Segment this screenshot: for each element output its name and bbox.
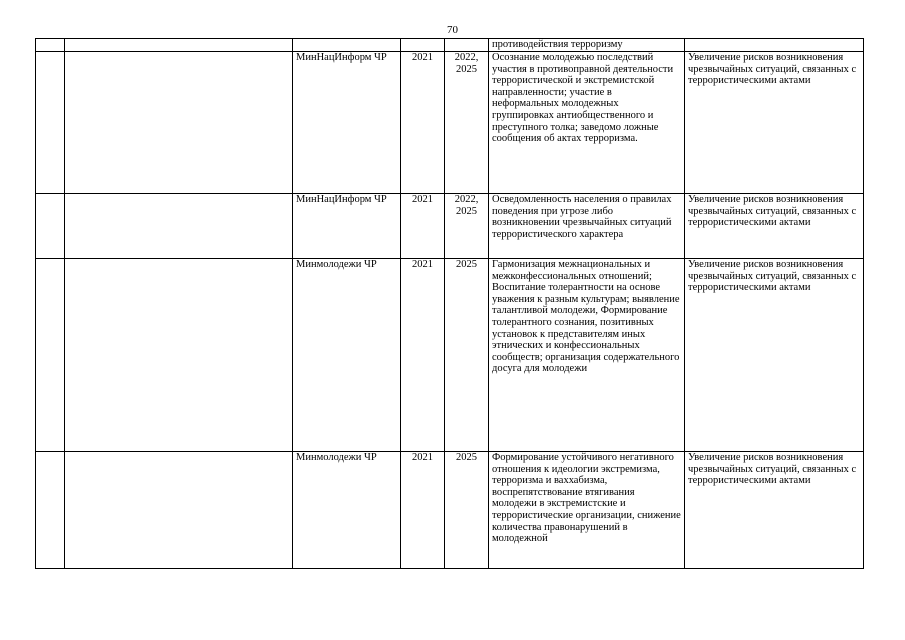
table-row-continuation [36,39,864,52]
number-cell [36,259,65,452]
executor-cell: МинНацИнформ ЧР [293,52,401,194]
end-year-cell: 2022, 2025 [445,52,489,194]
number-cell [36,194,65,259]
risk-cell: Увеличение рисков возникновения чрезвычайных ситуаций, связанных с террористическими актами [685,259,864,452]
result-cell: Осознание молодежью последствий участия в противоправной деятельности террористической и экстремистской направленности; участие в неформальных молодежных группировках антиобщественного и преступного толка; заведомо ложные сообщения об актах терроризма. [489,52,685,194]
start-year-cell [401,39,445,52]
event-name-cell [65,259,293,452]
number-cell [36,452,65,569]
result-cell: Формирование устойчивого негативного отношения к идеологии экстремизма, терроризма и ваххабизма, воспрепятствование втягивания молодежи в экстремистские и террористические организации, снижение количества правонарушений в молодежной [489,452,685,569]
event-name-cell [65,52,293,194]
start-year-cell: 2021 [401,452,445,569]
executor-cell: Минмолодежи ЧР [293,452,401,569]
start-year-cell: 2021 [401,194,445,259]
measures-table [35,38,864,569]
end-year-cell: 2025 [445,452,489,569]
end-year-cell [445,39,489,52]
table-row [36,194,864,259]
end-year-cell: 2025 [445,259,489,452]
executor-cell [293,39,401,52]
number-cell [36,52,65,194]
table-row [36,259,864,452]
start-year-cell: 2021 [401,259,445,452]
risk-cell: Увеличение рисков возникновения чрезвычайных ситуаций, связанных с террористическими актами [685,52,864,194]
executor-cell: Минмолодежи ЧР [293,259,401,452]
table-row [36,452,864,569]
risk-cell: Увеличение рисков возникновения чрезвычайных ситуаций, связанных с террористическими актами [685,452,864,569]
start-year-cell: 2021 [401,52,445,194]
event-name-cell [65,39,293,52]
end-year-cell: 2022, 2025 [445,194,489,259]
result-cell: Гармонизация межнациональных и межконфессиональных отношений; Воспитание толерантности на основе уважения к разным культурам; выявление талантливой молодежи, Формирование толерантного сознания, позитивных установок к представителям иных этнических и конфессиональных сообществ; организация содержательного досуга для молодежи [489,259,685,452]
table-row [36,52,864,194]
event-name-cell [65,452,293,569]
event-name-cell [65,194,293,259]
executor-cell: МинНацИнформ ЧР [293,194,401,259]
risk-cell: Увеличение рисков возникновения чрезвычайных ситуаций, связанных с террористическими актами [685,194,864,259]
page-number: 70 [447,24,458,36]
result-cell: противодействия терроризму [489,39,685,52]
number-cell [36,39,65,52]
result-cell: Осведомленность населения о правилах поведения при угрозе либо возникновении чрезвычайных ситуаций террористического характера [489,194,685,259]
risk-cell [685,39,864,52]
